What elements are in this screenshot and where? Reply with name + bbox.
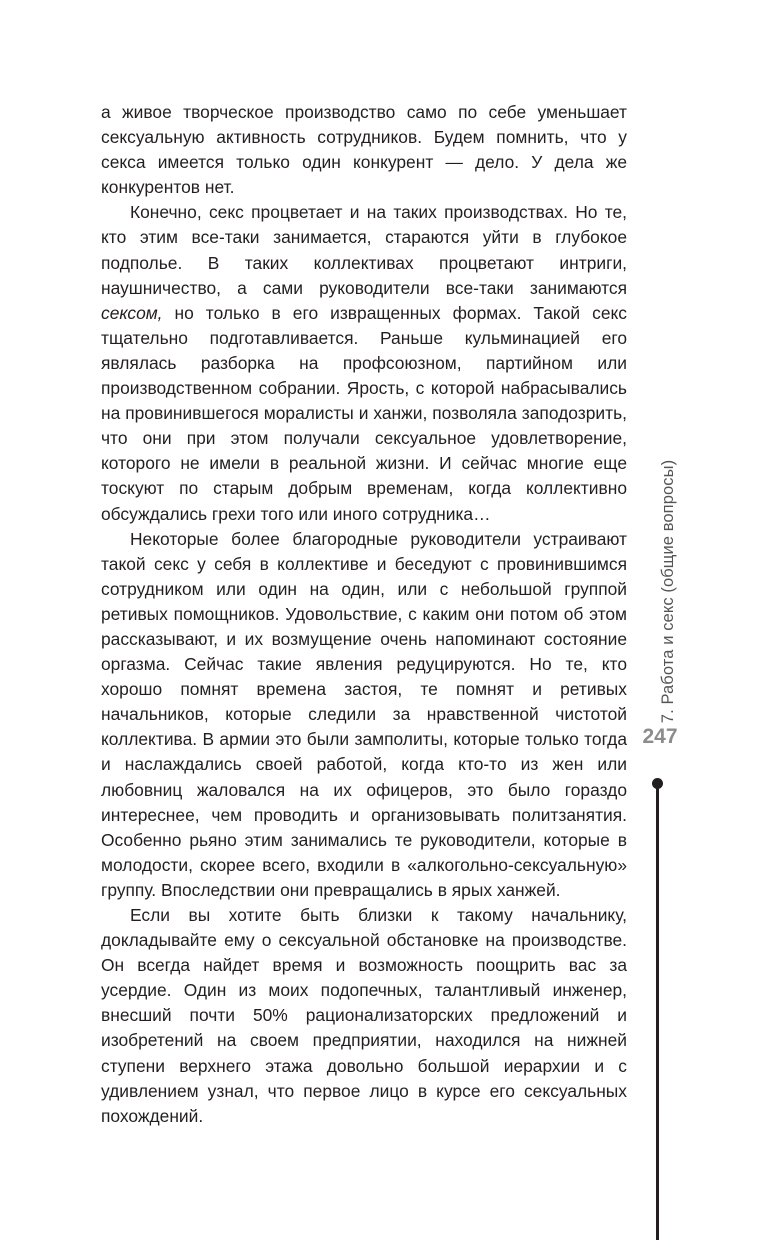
running-head bbox=[649, 459, 689, 724]
margin-rule bbox=[656, 783, 659, 1240]
paragraph-2-text-b: но только в его извращенных формах. Такой секс тщательно подготавливается. Раньше кульминацией его являлась разборка на профсоюзном, партийном или производственном собрании. Ярость, с которой набрасывались на провинившегося моралисты и ханжи, позволяла заподозрить, что они при этом получали сексуальное удовлетворение, которого не имели в реальной жизни. И сейчас многие еще тоскуют по старым добрым временам, когда коллективно обсуждались грехи того или иного сотрудника… bbox=[101, 302, 627, 524]
page-text bbox=[101, 100, 627, 1129]
page-number: 247 bbox=[642, 725, 678, 748]
paragraph-2 bbox=[101, 200, 627, 526]
paragraph-4: Если вы хотите быть близки к такому начальнику, докладывайте ему о сексуальной обстановке на производстве. Он всегда найдет время и возможность поощрить вас за усердие. Один из моих подопечных, талантливый инженер, внесший почти 50% рационализаторских предложений и изобретений на своем предприятии, находился на нижней ступени верхнего этажа довольно большой иерархии и с удивлением узнал, что первое лицо в курсе его сексуальных похождений. bbox=[101, 905, 627, 1126]
running-head-text: 7. Работа и секс (общие вопросы) bbox=[659, 459, 678, 724]
paragraph-2-text-a: Конечно, секс процветает и на таких производствах. Но те, кто этим все-таки занимается, стараются уйти в глубокое подполье. В таких коллективах процветают интриги, наушничество, а сами руководители все-таки занимаются bbox=[101, 202, 627, 298]
paragraph-3: Некоторые более благородные руководители устраивают такой секс у себя в коллективе и беседуют с провинившимся сотрудником или один на один, или с небольшой группой ретивых помощников. Удовольствие, с каким они потом об этом рассказывают, и их возмущение очень напоминают состояние оргазма. Сейчас такие явления редуцируются. Но те, кто хорошо помнят времена застоя, те помнят и ретивых начальников, которые следили за нравственной чистотой коллектива. В армии это были замполиты, которые только тогда и наслаждались своей работой, когда кто-то из жен или любовниц жаловался на их офицеров, это было гораздо интереснее, чем проводить и организовывать политзанятия. Особенно рьяно этим занимались те руководители, которые в молодости, скорее всего, входили в «алкогольно-сексуальную» группу. Впоследствии они превращались в ярых ханжей. bbox=[101, 528, 627, 900]
paragraph-1: а живое творческое производство само по себе уменьшает сексуальную активность сотрудников. Будем помнить, что у секса имеется только один конкурент — дело. У дела же конкурентов нет. bbox=[101, 102, 627, 198]
paragraph-2-emphasis: сексом, bbox=[101, 302, 163, 323]
